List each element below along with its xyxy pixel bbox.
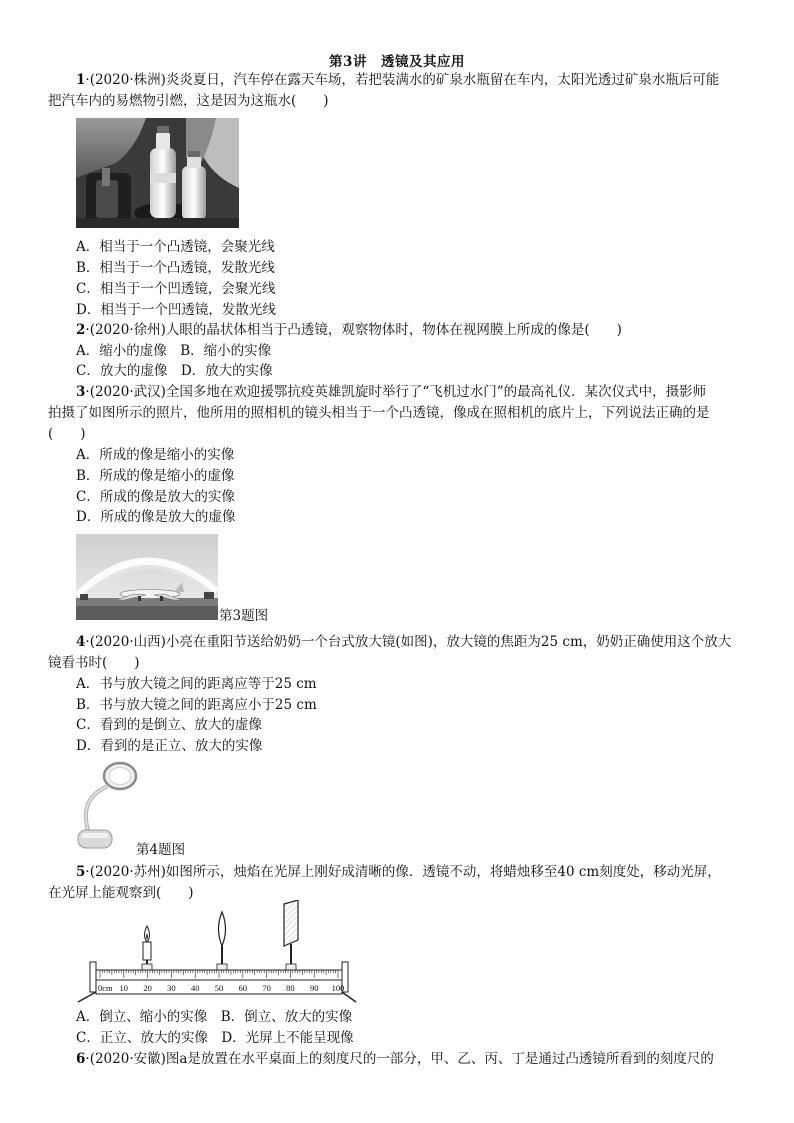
ruler-label: 50 [214, 983, 224, 993]
q3-option-a: A．所成的像是缩小的实像 [76, 447, 235, 463]
ruler-label: 60 [238, 983, 248, 993]
q2-options-row2: C．放大的虚像 D．放大的实像 [76, 363, 273, 379]
q5-number: 5 [76, 864, 86, 880]
q3-text: ·(2020·武汉)全国多地在欢迎援鄂抗疫英雄凯旋时举行了“飞机过水门”的最高礼仪．某次仪式中，摄影师 [85, 384, 707, 400]
q2-stem [76, 320, 622, 340]
q1-stem-line2: 把汽车内的易燃物引燃，这是因为这瓶水( ) [48, 93, 329, 109]
q1-car-bottle-photo [76, 118, 239, 228]
q2-options-row1: A．缩小的虚像 B．缩小的实像 [76, 343, 272, 359]
ruler-label: 70 [262, 983, 271, 993]
q5-stem-line1 [76, 862, 721, 882]
q1-option-a: A．相当于一个凸透镜，会聚光线 [76, 239, 275, 255]
q2-text: ·(2020·徐州)人眼的晶状体相当于凸透镜，观察物体时，物体在视网膜上所成的像是( ) [85, 322, 622, 338]
convex-lens-icon [219, 912, 226, 968]
q4-stem-line1 [76, 632, 731, 652]
q1-option-b: B．相当于一个凸透镜，发散光线 [76, 260, 275, 276]
q4-option-c: C．看到的是倒立、放大的虚像 [76, 717, 262, 733]
q5-options-row2: C．正立、放大的实像 D．光屏上不能呈现像 [76, 1030, 354, 1046]
q5-stem-line2: 在光屏上能观察到( ) [48, 885, 194, 901]
q5-text: ·(2020·苏州)如图所示，烛焰在光屏上刚好成清晰的像．透镜不动，将蜡烛移至40 cm刻度处，移动光屏， [85, 864, 721, 880]
ruler-label: 40 [190, 983, 200, 993]
ruler-label: 100 [331, 983, 345, 993]
q3-stem-line3: ( ) [48, 426, 86, 442]
q3-stem-line1 [76, 382, 706, 402]
q3-figure-caption: 第3题图 [219, 608, 269, 624]
q6-number: 6 [76, 1051, 86, 1067]
q6-stem-line1 [76, 1049, 714, 1069]
optical-bench-svg [76, 900, 358, 1004]
q1-number: 1 [76, 72, 86, 88]
candle-icon [143, 926, 151, 968]
ruler-label: 80 [286, 983, 295, 993]
q1-text: ·(2020·株洲)炎炎夏日，汽车停在露天车场，若把装满水的矿泉水瓶留在车内，太阳光透过矿泉水瓶后可能 [85, 72, 720, 88]
q3-option-b: B．所成的像是缩小的虚像 [76, 468, 235, 484]
q2-number: 2 [76, 322, 86, 338]
q4-option-a: A．书与放大镜之间的距离应等于25 cm [76, 676, 317, 692]
q5-optical-bench-diagram [76, 900, 358, 1004]
q1-option-c: C．相当于一个凹透镜，会聚光线 [76, 281, 276, 297]
q4-option-b: B．书与放大镜之间的距离应小于25 cm [76, 697, 317, 713]
q4-text: ·(2020·山西)小亮在重阳节送给奶奶一个台式放大镜(如图)，放大镜的焦距为25 cm，奶奶正确使用这个放大 [85, 634, 732, 650]
ruler-label: 30 [167, 983, 176, 993]
ruler-label: 10 [119, 983, 129, 993]
q3-option-d: D．所成的像是放大的虚像 [76, 509, 236, 525]
q1-option-d: D．相当于一个凹透镜，发散光线 [76, 302, 276, 318]
q3-airplane-water-arch-photo [76, 534, 218, 620]
ruler-label: 90 [309, 983, 319, 993]
q6-text: ·(2020·安徽)图a是放置在水平桌面上的刻度尺的一部分，甲、乙、丙、丁是通过凸透镜所看到的刻度尺的 [85, 1051, 714, 1067]
q3-stem-line2: 拍摄了如图所示的照片，他所用的照相机的镜头相当于一个凸透镜，像成在照相机的底片上，下列说法正确的是 [48, 405, 710, 421]
q4-stem-line2: 镜看书时( ) [48, 655, 140, 671]
q3-option-c: C．所成的像是放大的实像 [76, 489, 235, 505]
ruler-label: 20 [143, 983, 152, 993]
q5-options-row1: A．倒立、缩小的实像 B．倒立、放大的实像 [76, 1009, 353, 1025]
page-title: 第3讲 透镜及其应用 [329, 54, 465, 70]
q3-number: 3 [76, 384, 86, 400]
q4-figure-caption: 第4题图 [136, 842, 186, 858]
q4-number: 4 [76, 634, 86, 650]
light-screen-icon [284, 900, 298, 968]
q4-desk-magnifier-photo [76, 760, 138, 852]
q1-stem-line1 [76, 70, 719, 90]
ruler-label: 0cm [98, 983, 113, 993]
q4-option-d: D．看到的是正立、放大的实像 [76, 738, 263, 754]
